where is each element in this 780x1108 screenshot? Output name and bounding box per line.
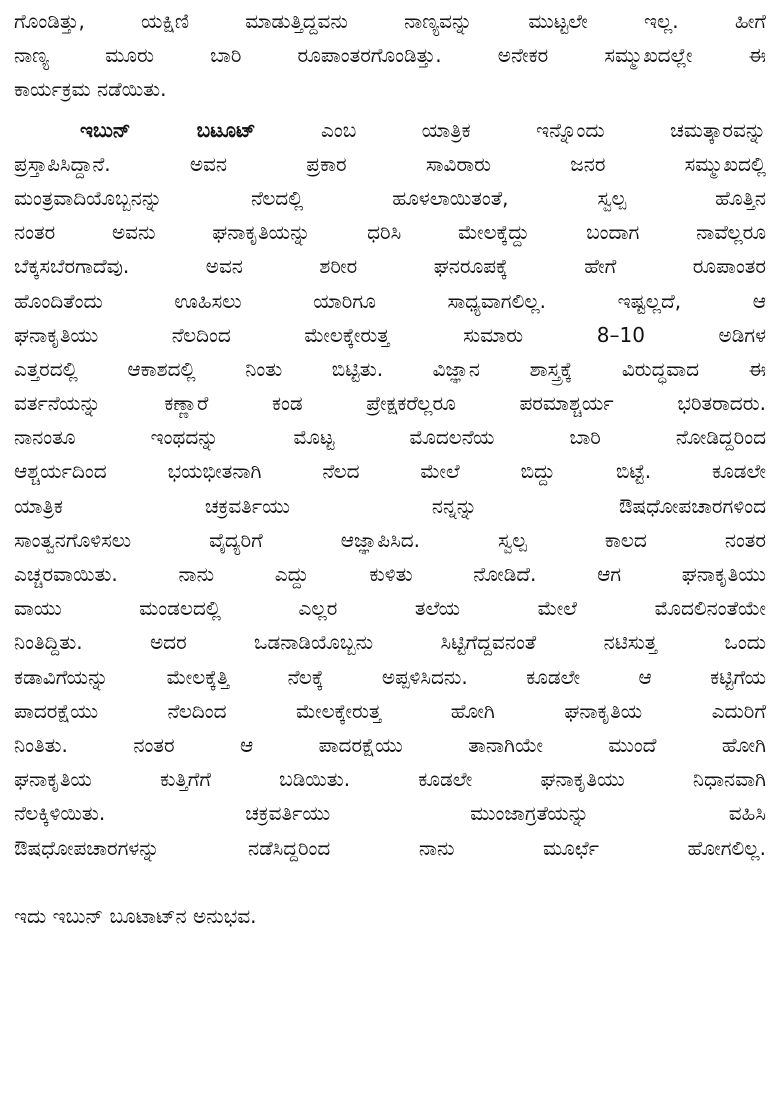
document-page — [14, 4, 766, 1104]
text-line: ಘನಾಕೃತಿಯು ನೆಲದಿಂದ ಮೇಲಕ್ಕೇರುತ್ತ ಸುಮಾರು 8–10 ಅಡಿಗಳ — [14, 322, 766, 347]
text-line: ಮಂತ್ರವಾದಿಯೊಬ್ಬನನ್ನು ನೆಲದಲ್ಲಿ ಹೂಳಲಾಯಿತಂತೆ, ಸ್ವಲ್ಪ ಹೊತ್ತಿನ — [14, 185, 766, 210]
text-line: ಪಾದರಕ್ಷೆಯು ನೆಲದಿಂದ ಮೇಲಕ್ಕೇರುತ್ತ ಹೋಗಿ ಘನಾಕೃತಿಯ ಎದುರಿಗೆ — [14, 698, 766, 723]
text-line — [14, 865, 766, 899]
text-line: ಪ್ರಸ್ತಾಪಿಸಿದ್ದಾನೆ. ಅವನ ಪ್ರಕಾರ ಸಾವಿರಾರು ಜನರ ಸಮ್ಮುಖದಲ್ಲಿ — [14, 151, 766, 176]
text-line: ಯಾತ್ರಿಕ ಚಕ್ರವರ್ತಿಯು ನನ್ನನ್ನು ಔಷಧೋಪಚಾರಗಳಿಂದ — [14, 493, 766, 518]
text-line: ನಿಂತಿದ್ದಿತು. ಅದರ ಒಡನಾಡಿಯೊಬ್ಬನು ಸಿಟ್ಟಿಗೆದ್ದವನಂತೆ ನಟಿಸುತ್ತ ಒಂದು — [14, 630, 766, 655]
first-line-rest: ಎಂಬ ಯಾತ್ರಿಕ ಇನ್ನೊಂದು ಚಮತ್ಕಾರವನ್ನು — [255, 117, 766, 142]
author-name-bold: ಇಬುನ್ ಬಟೂಟ್ — [80, 117, 256, 142]
text-line: ನಾಣ್ಯ ಮೂರು ಬಾರಿ ರೂಪಾಂತರಗೊಂಡಿತ್ತು. ಅನೇಕರ ಸಮ್ಮುಖದಲ್ಲೇ ಈ — [14, 43, 766, 68]
text-line: ವಾಯು ಮಂಡಲದಲ್ಲಿ ಎಲ್ಲರ ತಲೆಯ ಮೇಲೆ ಮೊದಲಿನಂತೆಯೇ — [14, 596, 766, 621]
text-line: ಸಾಂತ್ವನಗೊಳಿಸಲು ವೈದ್ಯರಿಗೆ ಆಜ್ಞಾಪಿಸಿದ. ಸ್ವಲ್ಪ ಕಾಲದ ನಂತರ — [14, 527, 766, 552]
text-line: ಕಡಾವಿಗೆಯನ್ನು ಮೇಲಕ್ಕೆತ್ತಿ ನೆಲಕ್ಕೆ ಅಪ್ಪಳಿಸಿದನು. ಕೂಡಲೇ ಆ ಕಟ್ಟಿಗೆಯ — [14, 664, 766, 689]
text-line: ಕಾರ್ಯಕ್ರಮ ನಡೆಯಿತು. — [14, 77, 167, 102]
text-line: ಔಷಧೋಪಚಾರಗಳನ್ನು ನಡೆಸಿದ್ದರಿಂದ ನಾನು ಮೂರ್ಛೆ ಹೋಗಲಿಲ್ಲ. — [14, 835, 766, 860]
text-line: ವರ್ತನೆಯನ್ನು ಕಣ್ಣಾರೆ ಕಂಡ ಪ್ರೇಕ್ಷಕರೆಲ್ಲರೂ ಪರಮಾಶ್ಚರ್ಯ ಭರಿತರಾದರು. — [14, 391, 766, 416]
text-line: ಘನಾಕೃತಿಯ ಕುತ್ತಿಗೆಗೆ ಬಡಿಯಿತು. ಕೂಡಲೇ ಘನಾಕೃತಿಯು ನಿಧಾನವಾಗಿ — [14, 767, 766, 792]
text-line: ಎತ್ತರದಲ್ಲಿ ಆಕಾಶದಲ್ಲಿ ನಿಂತು ಬಿಟ್ಟಿತು. ವಿಜ್ಞಾನ ಶಾಸ್ತ್ರಕ್ಕೆ ವಿರುದ್ಧವಾದ ಈ — [14, 356, 766, 381]
text-line: ಎಚ್ಚರವಾಯಿತು. ನಾನು ಎದ್ದು ಕುಳಿತು ನೋಡಿದೆ. ಆಗ ಘನಾಕೃತಿಯು — [14, 562, 766, 586]
text-line: ಬೆಕ್ಕಸಬೆರಗಾದೆವು. ಅವನ ಶರೀರ ಘನರೂಪಕ್ಕೆ ಹೇಗೆ ರೂಪಾಂತರ — [14, 254, 766, 279]
text-line: ಹೊಂದಿತೆಂದು ಊಹಿಸಲು ಯಾರಿಗೂ ಸಾಧ್ಯವಾಗಲಿಲ್ಲ. ಇಷ್ಟಲ್ಲದೆ, ಆ — [14, 288, 766, 313]
text-line: ಆಶ್ಚರ್ಯದಿಂದ ಭಯಭೀತನಾಗಿ ನೆಲದ ಮೇಲೆ ಬಿದ್ದು ಬಿಟ್ಟೆ. ಕೂಡಲೇ — [14, 459, 766, 484]
text-line: ನಿಂತಿತು. ನಂತರ ಆ ಪಾದರಕ್ಷೆಯು ತಾನಾಗಿಯೇ ಮುಂದೆ ಹೋಗಿ — [14, 732, 766, 757]
text-line: ನಾನಂತೂ ಇಂಥದನ್ನು ಮೊಟ್ಟ ಮೊದಲನೆಯ ಬಾರಿ ನೋಡಿದ್ದರಿಂದ — [14, 425, 766, 450]
paragraph-1 — [14, 4, 766, 107]
text-line: ಗೊಂಡಿತ್ತು, ಯಕ್ಷಿಣಿ ಮಾಡುತ್ತಿದ್ದವನು ನಾಣ್ಯವನ್ನು ಮುಟ್ಟಲೇ ಇಲ್ಲ. ಹೀಗೆ — [14, 9, 766, 33]
text-line: ನಂತರ ಅವನು ಘನಾಕೃತಿಯನ್ನು ಧರಿಸಿ ಮೇಲಕ್ಕೆದ್ದು ಬಂದಾಗ ನಾವೆಲ್ಲರೂ — [14, 220, 766, 245]
text-line-last: ಇದು ಇಬುನ್ ಬೂಟಾಟ್‌ನ ಅನುಭವ. — [14, 903, 257, 928]
paragraph-2 — [14, 113, 766, 934]
text-line-first — [14, 113, 766, 147]
text-line: ನೆಲಕ್ಕಿಳಿಯಿತು. ಚಕ್ರವರ್ತಿಯು ಮುಂಜಾಗ್ರತೆಯನ್ನು ವಹಿಸಿ — [14, 801, 766, 826]
